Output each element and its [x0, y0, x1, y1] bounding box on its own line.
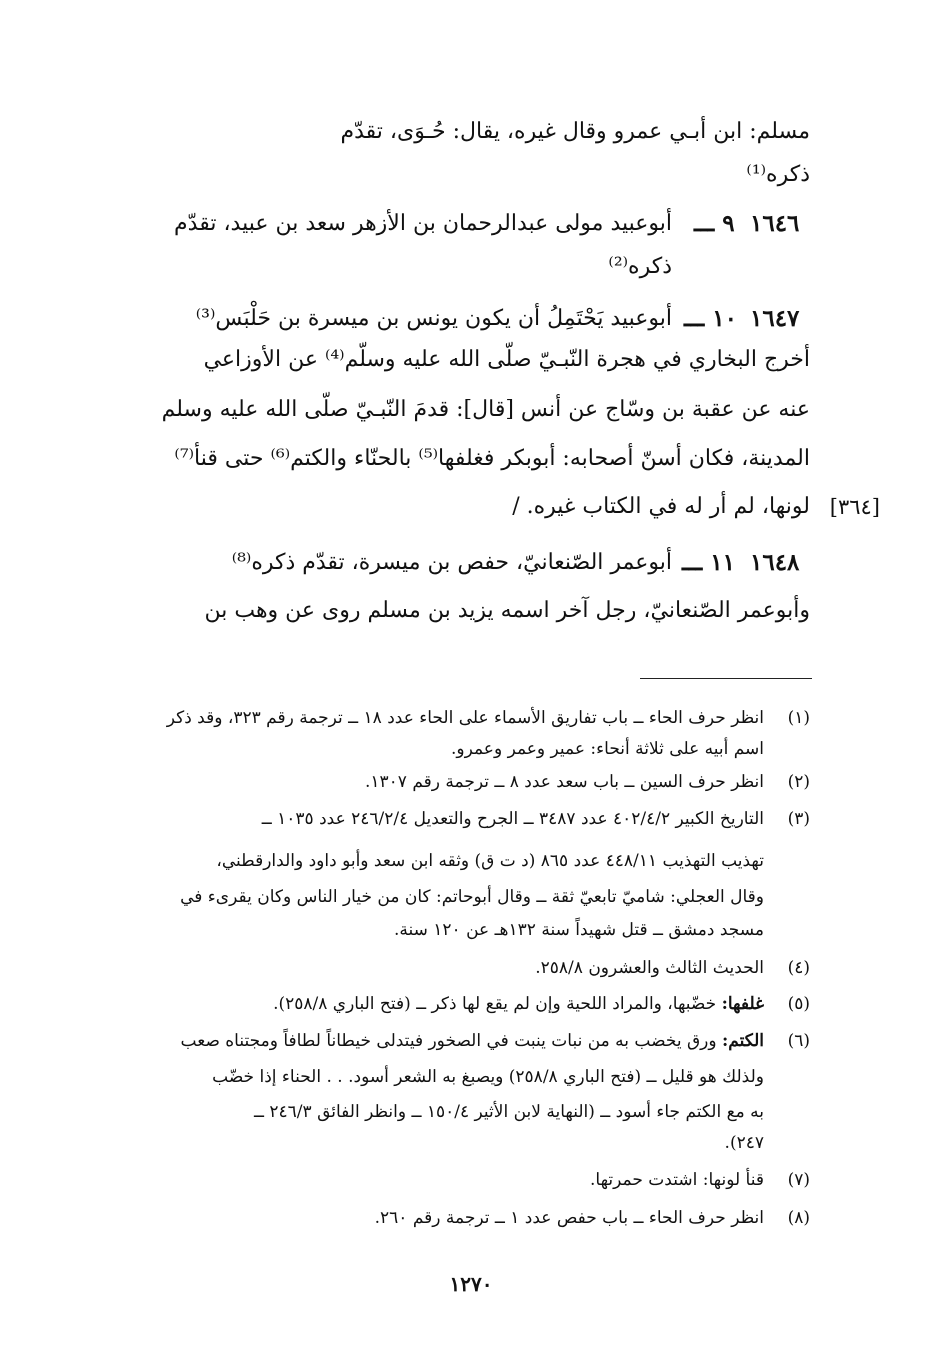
main-text-line: أبوعبيد مولى عبدالرحمان بن الأزهر سعد بن عبيد، تقدّم: [174, 211, 672, 236]
footnote-mark: (٤): [787, 958, 810, 978]
main-text-line: مسلم: ابن أبـي عمرو وقال غيره، يقال: حُـوَى، تقدّم: [340, 119, 810, 144]
page-number: ١٢٧٠: [449, 1272, 493, 1296]
footnote-line-text: ورق يخضب به من نبات ينبت في الصخور فيتدلى خيطاناً لطافاً ومجتناه صعب: [180, 1031, 717, 1051]
footnote-line-text: خضّبها، والمراد اللحية وإن لم يقع لها ذكر ــ (فتح الباري ٢٥٨/٨).: [273, 994, 717, 1014]
main-text-line: أخرج البخاري في هجرة النّبـيّ صلّى الله عليه وسلّم⁽⁴⁾ عن الأوزاعي: [203, 347, 810, 372]
sub-number: ٩ ـــ: [694, 210, 735, 237]
main-text-line: ذكره⁽²⁾: [608, 254, 672, 279]
footnote-line: [273, 989, 764, 1019]
sub-number: ١٠ ـــ: [684, 305, 737, 332]
footnote-line: انظر حرف السين ــ باب سعد عدد ٨ ــ ترجمة رقم ١٣٠٧.: [364, 772, 764, 792]
main-text-line: عنه عن عقبة بن وسّاج عن أنس [قال]: قدمَ النّبـيّ صلّى الله عليه وسلم: [161, 397, 810, 422]
footnote-line: تهذيب التهذيب ٤٤٨/١١ عدد ٨٦٥ (د ت ق) وثقه ابن سعد وأبو داود والدارقطني،: [216, 851, 764, 871]
footnote-line: مسجد دمشق ــ قتل شهيداً سنة ١٣٢هـ عن ١٢٠ سنة.: [393, 920, 764, 940]
footnote-keyword: غلفها:: [721, 994, 764, 1014]
footnote-mark: (٣): [787, 809, 810, 829]
main-text-line: وأبوعمر الصّنعانيّ، رجل آخر اسمه يزيد بن مسلم روى عن وهب بن: [204, 598, 810, 623]
footnote-line: به مع الكتم جاء أسود ــ (النهاية لابن الأثير ١٥٠/٤ ــ وانظر الفائق ٢٤٦/٣ ــ: [254, 1102, 764, 1122]
entry-number: ١٦٤٦: [750, 210, 800, 237]
footnote-mark: (٢): [787, 772, 810, 792]
footnote-line: وقال العجلي: شاميّ تابعيّ ثقة ــ وقال أبوحاتم: كان من خيار الناس وكان يقرىء في: [180, 887, 764, 907]
footnote-line: قنأ لونها: اشتدت حمرتها.: [590, 1170, 764, 1190]
entry-number: ١٦٤٨: [750, 549, 800, 576]
side-page-reference: [٣٦٤]: [829, 495, 880, 519]
footnote-mark: (٦): [787, 1031, 810, 1051]
main-text-line: ذكره⁽¹⁾: [746, 162, 810, 187]
footnote-mark: (٥): [787, 994, 810, 1014]
footnote-mark: (٨): [787, 1208, 810, 1228]
main-text-line: أبوعمر الصّنعانيّ، حفص بن ميسرة، تقدّم ذكره⁽⁸⁾: [231, 550, 672, 575]
footnote-line: انظر حرف الحاء ــ باب حفص عدد ١ ــ ترجمة رقم ٢٦٠.: [374, 1208, 764, 1228]
footnote-line: الحديث الثالث والعشرون ٢٥٨/٨.: [535, 958, 764, 978]
sub-number: ١١ ـــ: [682, 549, 735, 576]
footnote-keyword: الكتم:: [721, 1031, 764, 1051]
footnote-line: ولذلك هو قليل ــ (فتح الباري ٢٥٨/٨) ويصبغ به الشعر أسود. . . الحناء إذا خضّب: [212, 1067, 764, 1087]
footnote-separator: [640, 678, 812, 679]
footnote-line: انظر حرف الحاء ــ باب تفاريق الأسماء على الحاء عدد ١٨ ــ ترجمة رقم ٣٢٣، وقد ذكر: [166, 708, 764, 728]
footnote-line: اسم أبيه على ثلاثة أنحاء: عمير وعمر وعمرو.: [450, 739, 764, 759]
footnote-line: التاريخ الكبير ٤٠٢/٤/٢ عدد ٣٤٨٧ ــ الجرح والتعديل ٢٤٦/٢/٤ عدد ١٠٣٥ ــ: [261, 809, 764, 829]
main-text-line: المدينة، فكان أسنّ أصحابه: أبوبكر فغلفها⁽⁵⁾ بالحنّاء والكتم⁽⁶⁾ حتى قنأ⁽⁷⁾: [174, 446, 810, 471]
footnote-line: [181, 1026, 764, 1056]
footnote-mark: (١): [787, 708, 810, 728]
entry-number: ١٦٤٧: [750, 305, 800, 332]
footnote-mark: (٧): [787, 1170, 810, 1190]
main-text-line: أبوعبيد يَحْتَمِلُ أن يكون يونس بن ميسرة بن حَلْبَس⁽³⁾: [195, 306, 672, 331]
footnote-line: ٢٤٧).: [724, 1133, 764, 1153]
main-text-line: لونها، لم أر له في الكتاب غيره. /: [512, 494, 810, 519]
